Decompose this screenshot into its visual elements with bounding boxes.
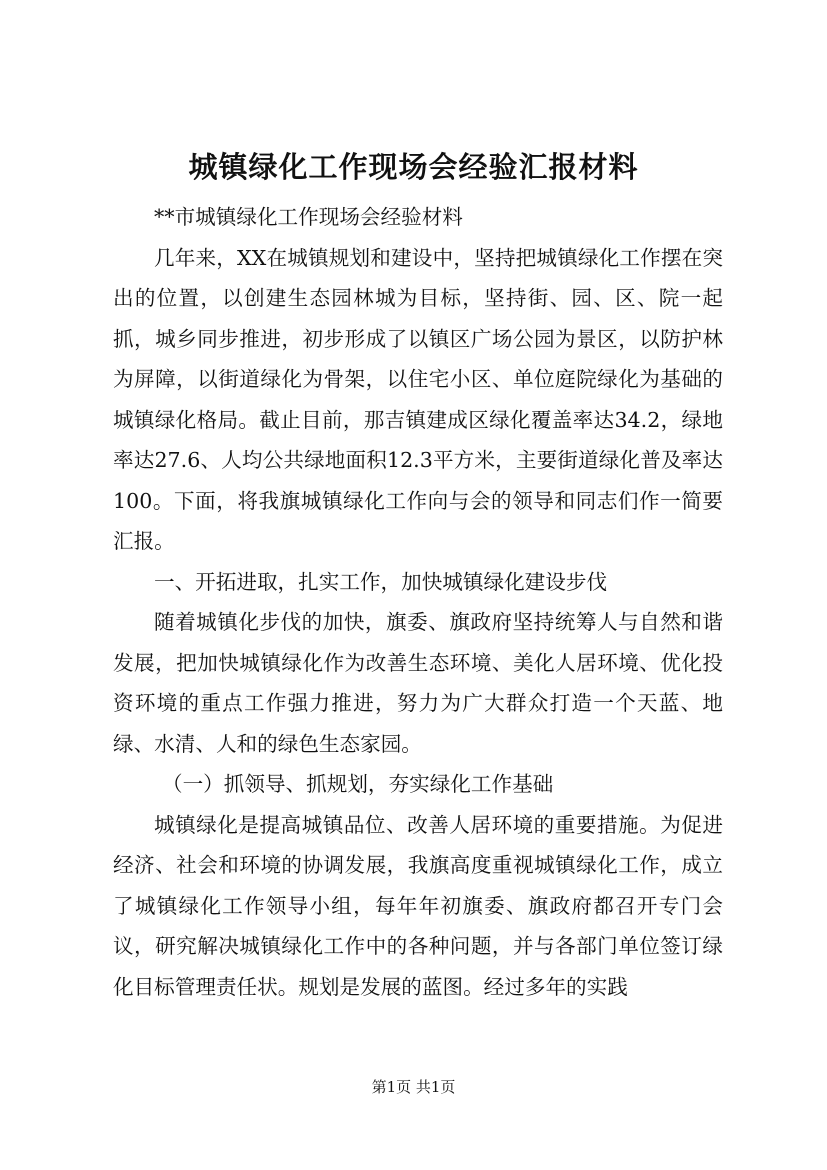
page-number-footer: 第1页 共1页 (371, 1078, 456, 1096)
document-title: 城镇绿化工作现场会经验汇报材料 (188, 150, 639, 184)
subsection-1-paragraph: 城镇绿化是提高城镇品位、改善人居环境的重要措施。为促进经济、社会和环境的协调发展，我旗高度重视城镇绿化工作，成立了城镇绿化工作领导小组，每年年初旗委、旗政府都召开专门会议，研究解决城镇绿化工作中的各种问题，并与各部门单位签订绿化目标管理责任状。规划是发展的蓝图。经过多年的实践 (113, 812, 723, 999)
section-1-paragraph: 随着城镇化步伐的加快，旗委、旗政府坚持统筹人与自然和谐发展，把加快城镇绿化作为改善生态环境、美化人居环境、优化投资环境的重点工作强力推进，努力为广大群众打造一个天蓝、地绿、水清、人和的绿色生态家园。 (113, 610, 723, 756)
intro-paragraph: 几年来，XX在城镇规划和建设中，坚持把城镇绿化工作摆在突出的位置，以创建生态园林城为目标，坚持街、园、区、院一起抓，城乡同步推进，初步形成了以镇区广场公园为景区，以防护林为屏障，以街道绿化为骨架，以住宅小区、单位庭院绿化为基础的城镇绿化格局。截止目前，那吉镇建成区绿化覆盖率达34.2，绿地率达27.6、人均公共绿地面积12.3平方米，主要街道绿化普及率达100。下面，将我旗城镇绿化工作向与会的领导和同志们作一简要汇报。 (113, 245, 723, 553)
subsection-heading-1: （一）抓领导、抓规划，夯实绿化工作基础 (162, 772, 554, 796)
section-heading-1: 一、开拓进取，扎实工作，加快城镇绿化建设步伐 (154, 569, 608, 594)
document-body (113, 197, 723, 1007)
subtitle-paragraph: **市城镇绿化工作现场会经验材料 (154, 205, 463, 229)
